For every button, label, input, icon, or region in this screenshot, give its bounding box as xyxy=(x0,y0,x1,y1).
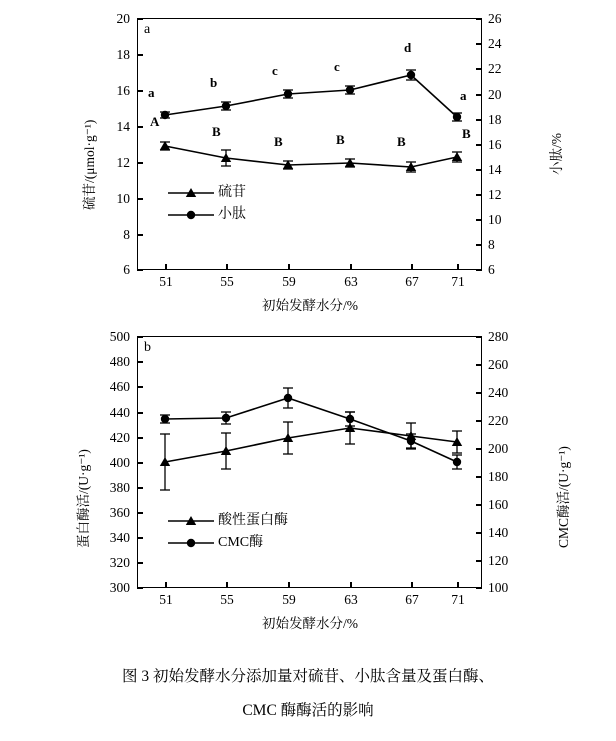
triangle-marker-icon xyxy=(168,186,214,200)
y2-tick-a: 20 xyxy=(488,87,502,102)
legend-item xyxy=(168,510,288,532)
y2-tick-a: 10 xyxy=(488,212,502,227)
y-tick-a: 6 xyxy=(123,262,130,277)
legend-b xyxy=(168,510,288,554)
legend-item xyxy=(168,204,246,226)
y-tick-a: 12 xyxy=(116,155,130,170)
x-tick-b: 51 xyxy=(159,592,173,607)
y2-tick-a: 14 xyxy=(488,162,502,177)
panel-label-a: a xyxy=(144,22,151,37)
circle-marker-icon xyxy=(168,536,214,550)
y2-tick-b: 280 xyxy=(488,329,509,344)
y2-tick-a: 8 xyxy=(488,237,495,252)
point-label-glucosinolate: B xyxy=(212,124,221,139)
point-label-peptide: c xyxy=(272,63,278,78)
y-tick-a: 10 xyxy=(116,191,130,206)
chart-panel-b xyxy=(0,318,616,631)
y2-tick-b: 220 xyxy=(488,413,509,428)
y2-tick-a: 6 xyxy=(488,262,495,277)
chart-panel-a xyxy=(0,0,616,318)
y2-tick-a: 18 xyxy=(488,112,502,127)
legend-label: 硫苷 xyxy=(218,185,246,200)
y2-tick-b: 240 xyxy=(488,385,509,400)
point-label-peptide: a xyxy=(148,85,155,100)
x-tick-b: 71 xyxy=(451,592,465,607)
y-axis-title-a: 硫苷/(μmol·g⁻¹) xyxy=(82,119,97,210)
x-tick-a: 71 xyxy=(451,274,465,289)
y-tick-b: 320 xyxy=(109,555,130,570)
x-tick-a: 59 xyxy=(282,274,296,289)
y2-tick-a: 12 xyxy=(488,187,502,202)
legend-label: 小肽 xyxy=(218,207,246,222)
y-tick-a: 16 xyxy=(116,83,130,98)
series-graphics-a xyxy=(0,0,616,318)
point-label-peptide: b xyxy=(210,75,218,90)
point-label-peptide: a xyxy=(460,88,467,103)
y2-tick-b: 140 xyxy=(488,525,509,540)
legend-label: 酸性蛋白酶 xyxy=(218,513,288,528)
triangle-marker-icon xyxy=(168,514,214,528)
y-axis-title-b: 蛋白酶活/(U·g⁻¹) xyxy=(76,449,91,548)
x-tick-a: 55 xyxy=(220,274,234,289)
y-tick-b: 480 xyxy=(109,354,130,369)
y-tick-a: 14 xyxy=(116,119,130,134)
x-tick-b: 59 xyxy=(282,592,296,607)
legend-item xyxy=(168,182,246,204)
y-tick-b: 360 xyxy=(109,505,130,520)
figure-caption-line2: CMC 酶酶活的影响 xyxy=(242,702,374,719)
point-label-peptide: c xyxy=(334,59,340,74)
legend-a xyxy=(168,182,246,226)
x-tick-b: 55 xyxy=(220,592,234,607)
x-axis-title-b: 初始发酵水分/% xyxy=(262,616,358,631)
y2-tick-b: 200 xyxy=(488,441,509,456)
y2-tick-a: 24 xyxy=(488,36,502,51)
y2-axis-title-b: CMC酶活/(U·g⁻¹) xyxy=(556,446,571,548)
x-tick-a: 67 xyxy=(405,274,419,289)
y2-tick-a: 16 xyxy=(488,137,502,152)
panel-label-b: b xyxy=(144,340,151,355)
y-tick-b: 380 xyxy=(109,480,130,495)
y-tick-a: 18 xyxy=(116,47,130,62)
legend-label: CMC酶 xyxy=(218,535,264,550)
y2-tick-a: 22 xyxy=(488,61,502,76)
y2-tick-b: 260 xyxy=(488,357,509,372)
y-tick-b: 500 xyxy=(109,329,130,344)
series-graphics-b xyxy=(0,318,616,618)
y2-axis-title-a: 小肽/% xyxy=(549,133,564,175)
y-tick-a: 8 xyxy=(123,227,130,242)
y2-tick-b: 120 xyxy=(488,553,509,568)
y-tick-a: 20 xyxy=(116,11,130,26)
circle-marker-icon xyxy=(168,208,214,222)
point-label-glucosinolate: B xyxy=(397,134,406,149)
x-tick-a: 63 xyxy=(344,274,358,289)
y2-tick-a: 26 xyxy=(488,11,502,26)
point-label-glucosinolate: A xyxy=(150,114,160,129)
point-label-glucosinolate: B xyxy=(274,134,283,149)
y2-tick-b: 160 xyxy=(488,497,509,512)
y2-tick-b: 100 xyxy=(488,580,509,595)
y-tick-b: 420 xyxy=(109,430,130,445)
figure-caption-line1: 图 3 初始发酵水分添加量对硫苷、小肽含量及蛋白酶、 xyxy=(121,668,494,685)
x-tick-b: 67 xyxy=(405,592,419,607)
y-tick-b: 440 xyxy=(109,405,130,420)
y2-tick-b: 180 xyxy=(488,469,509,484)
point-label-glucosinolate: B xyxy=(336,132,345,147)
x-tick-a: 51 xyxy=(159,274,173,289)
x-tick-b: 63 xyxy=(344,592,358,607)
y-tick-b: 460 xyxy=(109,379,130,394)
point-label-glucosinolate: B xyxy=(462,126,471,141)
y-tick-b: 340 xyxy=(109,530,130,545)
y-tick-b: 400 xyxy=(109,455,130,470)
legend-item xyxy=(168,532,288,554)
y-tick-b: 300 xyxy=(109,580,130,595)
point-label-peptide: d xyxy=(404,40,412,55)
x-axis-title-a: 初始发酵水分/% xyxy=(262,298,358,313)
